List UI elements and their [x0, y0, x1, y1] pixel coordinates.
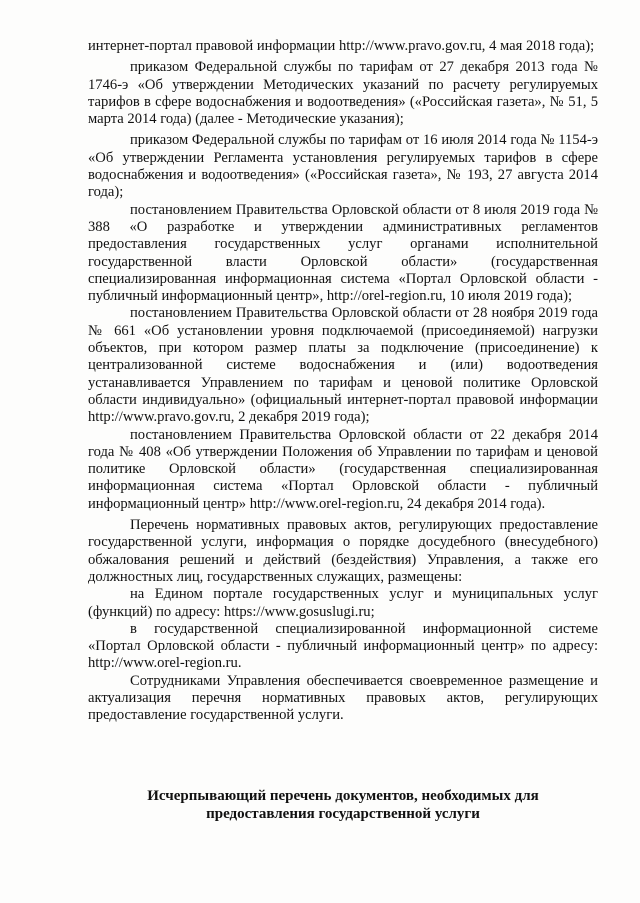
paragraph-fst-order-1746: приказом Федеральной службы по тарифам от 27 декабря 2013 года № 1746-э «Об утверждении Методических указаний по расчету регулируемых тарифов в сфере водоснабжения и водоотведения» («Российская газета», № 51, 5 марта 2014 года) (далее - Методические указания);	[88, 59, 598, 128]
section-heading-line-2: предоставления государственной услуги	[206, 806, 480, 822]
paragraph-resolution-388: постановлением Правительства Орловской области от 8 июля 2019 года № 388 «О разработке и утверждении административных регламентов предоставления государственных услуг органами исполнительной государственной власти Орловской области» (государственная специализированная информационная система «Портал Орловской области - публичный информационный центр», http://orel-region.ru, 10 июля 2019 года);	[88, 201, 598, 305]
paragraph-gosuslugi-portal: на Едином портале государственных услуг и муниципальных услуг (функций) по адресу: https://www.gosuslugi.ru;	[88, 586, 598, 620]
paragraph-fst-order-1154: приказом Федеральной службы по тарифам от 16 июля 2014 года № 1154-э «Об утверждении Регламента установления регулируемых тарифов в сфере водоснабжения и водоотведения» («Российская газета», № 193, 27 августа 2014 года);	[88, 132, 598, 201]
paragraph-staff-duties: Сотрудниками Управления обеспечивается своевременное размещение и актуализация перечня нормативных правовых актов, регулирующих предоставление государственной услуги.	[88, 672, 598, 724]
paragraph-continuation: интернет-портал правовой информации http://www.pravo.gov.ru, 4 мая 2018 года);	[88, 38, 595, 54]
paragraph-resolution-408: постановлением Правительства Орловской области от 22 декабря 2014 года № 408 «Об утверждении Положения об Управлении по тарифам и ценовой политике Орловской области» (государственная специализированная информационная система «Портал Орловской области - публичный информационный центр» http://www.orel-region.ru, 24 декабря 2014 года).	[88, 426, 598, 512]
section-heading	[88, 787, 598, 823]
section-heading-line-1: Исчерпывающий перечень документов, необходимых для	[147, 788, 539, 804]
paragraph-orel-portal: в государственной специализированной информационной системе «Портал Орловской области - публичный информационный центр» по адресу: http://www.orel-region.ru.	[88, 620, 598, 672]
paragraph-resolution-661: постановлением Правительства Орловской области от 28 ноября 2019 года № 661 «Об установлении уровня подключаемой (присоединяемой) нагрузки объектов, при котором размер платы за подключение (присоединение) к централизованной системе водоснабжения и (или) водоотведения устанавливается Управлением по тарифам и ценовой политике Орловской области индивидуально» (официальный интернет-портал правовой информации http://www.pravo.gov.ru, 2 декабря 2019 года);	[88, 305, 598, 426]
document-body	[88, 38, 598, 725]
paragraph-list-of-acts: Перечень нормативных правовых актов, регулирующих предоставление государственной услуги, информация о порядке досудебного (внесудебного) обжалования решений и действий (бездействия) Управления, а также его должностных лиц, государственных служащих, размещены:	[88, 517, 598, 585]
